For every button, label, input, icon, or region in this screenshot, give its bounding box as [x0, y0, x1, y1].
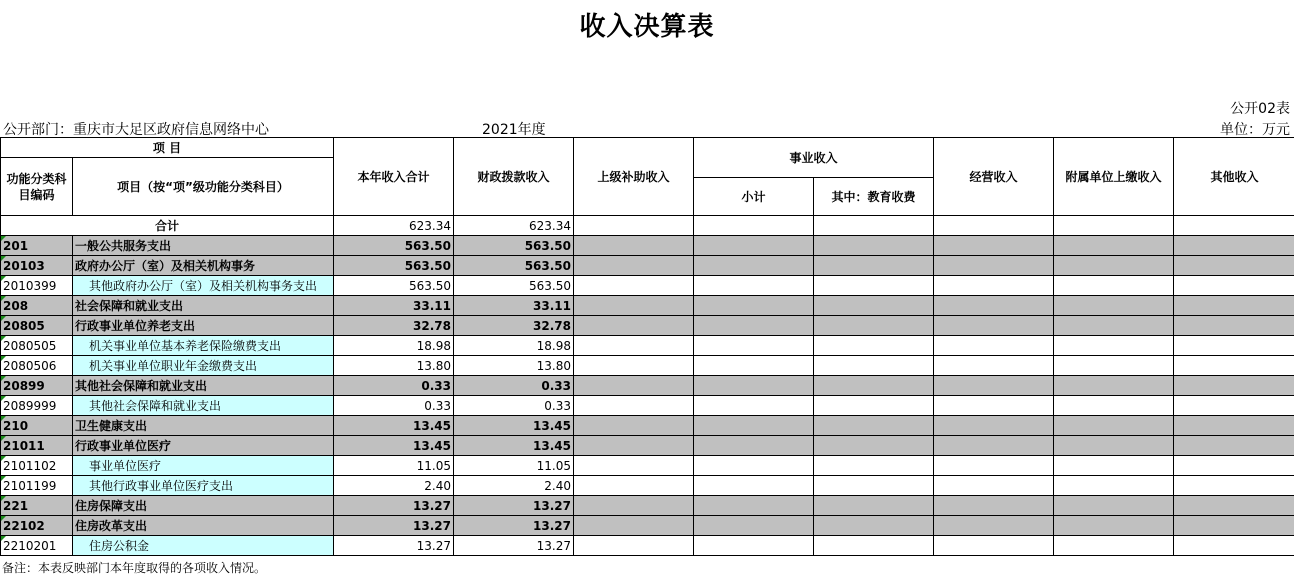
- subject-name: 事业单位医疗: [73, 456, 334, 476]
- empty-cell: [814, 376, 934, 396]
- empty-cell: [814, 336, 934, 356]
- empty-cell: [694, 496, 814, 516]
- empty-cell: [1054, 356, 1174, 376]
- subject-name: 机关事业单位职业年金缴费支出: [73, 356, 334, 376]
- empty-cell: [1174, 236, 1294, 256]
- empty-cell: [694, 396, 814, 416]
- empty-cell: [1174, 536, 1294, 556]
- fiscal-value: 2.40: [454, 476, 574, 496]
- fiscal-value: 0.33: [454, 376, 574, 396]
- empty-cell: [1054, 296, 1174, 316]
- subject-code: 208: [1, 296, 73, 316]
- fiscal-value: 32.78: [454, 316, 574, 336]
- total-income-value: 13.27: [334, 516, 454, 536]
- total-income-value: 563.50: [334, 236, 454, 256]
- subject-code: 2101102: [1, 456, 73, 476]
- empty-cell: [814, 436, 934, 456]
- footnote: 备注：本表反映部门本年度取得的各项收入情况。: [2, 561, 267, 575]
- total-income-value: 0.33: [334, 376, 454, 396]
- table-row: [1, 336, 1294, 356]
- fiscal-year: 2021年度: [482, 122, 546, 138]
- subtotal-header: 小计: [694, 178, 814, 216]
- table-row: [1, 416, 1294, 436]
- fiscal-value: 13.45: [454, 416, 574, 436]
- empty-cell: [814, 216, 934, 236]
- total-income-value: 33.11: [334, 296, 454, 316]
- fiscal-value: 13.27: [454, 496, 574, 516]
- empty-cell: [694, 256, 814, 276]
- empty-cell: [574, 216, 694, 236]
- empty-cell: [1054, 396, 1174, 416]
- empty-cell: [934, 416, 1054, 436]
- empty-cell: [934, 476, 1054, 496]
- empty-cell: [1174, 296, 1294, 316]
- total-income-header: 本年收入合计: [334, 138, 454, 216]
- empty-cell: [934, 316, 1054, 336]
- total-income-value: 0.33: [334, 396, 454, 416]
- empty-cell: [1174, 256, 1294, 276]
- empty-cell: [694, 436, 814, 456]
- total-label: 合计: [1, 216, 334, 236]
- empty-cell: [574, 396, 694, 416]
- empty-cell: [1054, 256, 1174, 276]
- total-income-value: 13.45: [334, 416, 454, 436]
- empty-cell: [1054, 456, 1174, 476]
- table-row: [1, 316, 1294, 336]
- subject-code: 210: [1, 416, 73, 436]
- subject-code: 21011: [1, 436, 73, 456]
- empty-cell: [574, 496, 694, 516]
- empty-cell: [934, 216, 1054, 236]
- empty-cell: [574, 516, 694, 536]
- empty-cell: [1174, 396, 1294, 416]
- empty-cell: [1174, 416, 1294, 436]
- subject-name: 卫生健康支出: [73, 416, 334, 436]
- table-row: [1, 496, 1294, 516]
- subject-name: 机关事业单位基本养老保险缴费支出: [73, 336, 334, 356]
- income-table: [0, 137, 1294, 556]
- empty-cell: [934, 356, 1054, 376]
- total-income-value: 563.50: [334, 256, 454, 276]
- subject-code: 201: [1, 236, 73, 256]
- empty-cell: [694, 356, 814, 376]
- empty-cell: [574, 356, 694, 376]
- empty-cell: [574, 236, 694, 256]
- subject-name: 住房保障支出: [73, 496, 334, 516]
- total-income-value: 11.05: [334, 456, 454, 476]
- total-income-value: 13.27: [334, 536, 454, 556]
- empty-cell: [934, 276, 1054, 296]
- empty-cell: [934, 376, 1054, 396]
- empty-cell: [574, 316, 694, 336]
- subject-name: 一般公共服务支出: [73, 236, 334, 256]
- empty-cell: [1174, 476, 1294, 496]
- subject-name: 其他政府办公厅（室）及相关机构事务支出: [73, 276, 334, 296]
- empty-cell: [694, 296, 814, 316]
- report-title: 收入决算表: [579, 12, 715, 42]
- subject-name: 其他社会保障和就业支出: [73, 376, 334, 396]
- empty-cell: [694, 376, 814, 396]
- empty-cell: [1054, 216, 1174, 236]
- empty-cell: [1054, 376, 1174, 396]
- empty-cell: [1174, 216, 1294, 236]
- name-column-header: 项目（按“项”级功能分类科目）: [73, 158, 334, 216]
- total-income-value: 623.34: [334, 216, 454, 236]
- empty-cell: [934, 456, 1054, 476]
- total-row: [1, 216, 1294, 236]
- total-income-value: 13.80: [334, 356, 454, 376]
- empty-cell: [574, 416, 694, 436]
- empty-cell: [1054, 496, 1174, 516]
- subject-name: 住房公积金: [73, 536, 334, 556]
- empty-cell: [934, 396, 1054, 416]
- fiscal-value: 11.05: [454, 456, 574, 476]
- empty-cell: [694, 536, 814, 556]
- career-header: 事业收入: [694, 138, 934, 178]
- empty-cell: [574, 296, 694, 316]
- empty-cell: [934, 536, 1054, 556]
- empty-cell: [694, 236, 814, 256]
- subject-name: 其他社会保障和就业支出: [73, 396, 334, 416]
- empty-cell: [574, 376, 694, 396]
- table-row: [1, 236, 1294, 256]
- empty-cell: [1054, 416, 1174, 436]
- total-fiscal-value: 623.34: [454, 216, 574, 236]
- empty-cell: [934, 256, 1054, 276]
- subject-name: 行政事业单位医疗: [73, 436, 334, 456]
- empty-cell: [1174, 436, 1294, 456]
- fiscal-value: 13.80: [454, 356, 574, 376]
- table-row: [1, 256, 1294, 276]
- empty-cell: [1174, 496, 1294, 516]
- empty-cell: [1054, 236, 1174, 256]
- total-income-value: 32.78: [334, 316, 454, 336]
- total-income-value: 563.50: [334, 276, 454, 296]
- empty-cell: [934, 516, 1054, 536]
- fiscal-value: 33.11: [454, 296, 574, 316]
- affiliated-header: 附属单位上缴收入: [1054, 138, 1174, 216]
- subject-name: 政府办公厅（室）及相关机构事务: [73, 256, 334, 276]
- subject-name: 社会保障和就业支出: [73, 296, 334, 316]
- unit-label: 单位：万元: [1220, 122, 1290, 138]
- empty-cell: [814, 276, 934, 296]
- table-row: [1, 516, 1294, 536]
- subject-code: 2080505: [1, 336, 73, 356]
- empty-cell: [1174, 456, 1294, 476]
- other-header: 其他收入: [1174, 138, 1294, 216]
- total-income-value: 2.40: [334, 476, 454, 496]
- fiscal-value: 18.98: [454, 336, 574, 356]
- subject-code: 2210201: [1, 536, 73, 556]
- empty-cell: [574, 436, 694, 456]
- empty-cell: [814, 236, 934, 256]
- empty-cell: [814, 396, 934, 416]
- empty-cell: [574, 276, 694, 296]
- empty-cell: [934, 436, 1054, 456]
- empty-cell: [814, 296, 934, 316]
- empty-cell: [694, 456, 814, 476]
- empty-cell: [1174, 376, 1294, 396]
- empty-cell: [574, 536, 694, 556]
- table-row: [1, 276, 1294, 296]
- empty-cell: [1054, 316, 1174, 336]
- form-number: 公开02表: [1230, 101, 1290, 117]
- empty-cell: [1174, 316, 1294, 336]
- fiscal-value: 563.50: [454, 256, 574, 276]
- subject-name: 行政事业单位养老支出: [73, 316, 334, 336]
- empty-cell: [694, 216, 814, 236]
- subject-code: 2089999: [1, 396, 73, 416]
- subject-code: 20805: [1, 316, 73, 336]
- empty-cell: [814, 356, 934, 376]
- subject-code: 20103: [1, 256, 73, 276]
- empty-cell: [694, 416, 814, 436]
- department-label: 公开部门：重庆市大足区政府信息网络中心: [3, 122, 269, 138]
- table-row: [1, 356, 1294, 376]
- superior-header: 上级补助收入: [574, 138, 694, 216]
- fiscal-value: 0.33: [454, 396, 574, 416]
- empty-cell: [1054, 536, 1174, 556]
- subject-code: 2080506: [1, 356, 73, 376]
- empty-cell: [574, 476, 694, 496]
- empty-cell: [814, 316, 934, 336]
- table-row: [1, 296, 1294, 316]
- empty-cell: [1054, 436, 1174, 456]
- table-row: [1, 536, 1294, 556]
- empty-cell: [1174, 356, 1294, 376]
- empty-cell: [814, 416, 934, 436]
- subject-code: 2010399: [1, 276, 73, 296]
- subject-code: 221: [1, 496, 73, 516]
- empty-cell: [1054, 476, 1174, 496]
- subject-code: 2101199: [1, 476, 73, 496]
- fiscal-value: 13.45: [454, 436, 574, 456]
- fiscal-value: 563.50: [454, 236, 574, 256]
- total-income-value: 13.27: [334, 496, 454, 516]
- empty-cell: [934, 336, 1054, 356]
- fiscal-value: 13.27: [454, 536, 574, 556]
- fiscal-value: 563.50: [454, 276, 574, 296]
- operating-header: 经营收入: [934, 138, 1054, 216]
- subject-name: 其他行政事业单位医疗支出: [73, 476, 334, 496]
- education-header: 其中：教育收费: [814, 178, 934, 216]
- empty-cell: [1174, 336, 1294, 356]
- subject-code: 20899: [1, 376, 73, 396]
- fiscal-header: 财政拨款收入: [454, 138, 574, 216]
- empty-cell: [1054, 276, 1174, 296]
- empty-cell: [814, 536, 934, 556]
- total-income-value: 13.45: [334, 436, 454, 456]
- empty-cell: [814, 256, 934, 276]
- empty-cell: [814, 456, 934, 476]
- empty-cell: [1054, 516, 1174, 536]
- fiscal-value: 13.27: [454, 516, 574, 536]
- empty-cell: [814, 496, 934, 516]
- empty-cell: [574, 336, 694, 356]
- item-group-header: 项 目: [1, 138, 334, 158]
- subject-code: 22102: [1, 516, 73, 536]
- empty-cell: [574, 456, 694, 476]
- empty-cell: [934, 236, 1054, 256]
- code-column-header: 功能分类科目编码: [1, 158, 73, 216]
- subject-name: 住房改革支出: [73, 516, 334, 536]
- empty-cell: [814, 476, 934, 496]
- empty-cell: [694, 336, 814, 356]
- empty-cell: [574, 256, 694, 276]
- empty-cell: [814, 516, 934, 536]
- total-income-value: 18.98: [334, 336, 454, 356]
- table-row: [1, 396, 1294, 416]
- empty-cell: [1054, 336, 1174, 356]
- table-row: [1, 376, 1294, 396]
- empty-cell: [694, 316, 814, 336]
- empty-cell: [1174, 516, 1294, 536]
- empty-cell: [1174, 276, 1294, 296]
- empty-cell: [934, 296, 1054, 316]
- table-row: [1, 476, 1294, 496]
- empty-cell: [694, 516, 814, 536]
- table-row: [1, 436, 1294, 456]
- table-row: [1, 456, 1294, 476]
- empty-cell: [694, 476, 814, 496]
- empty-cell: [934, 496, 1054, 516]
- empty-cell: [694, 276, 814, 296]
